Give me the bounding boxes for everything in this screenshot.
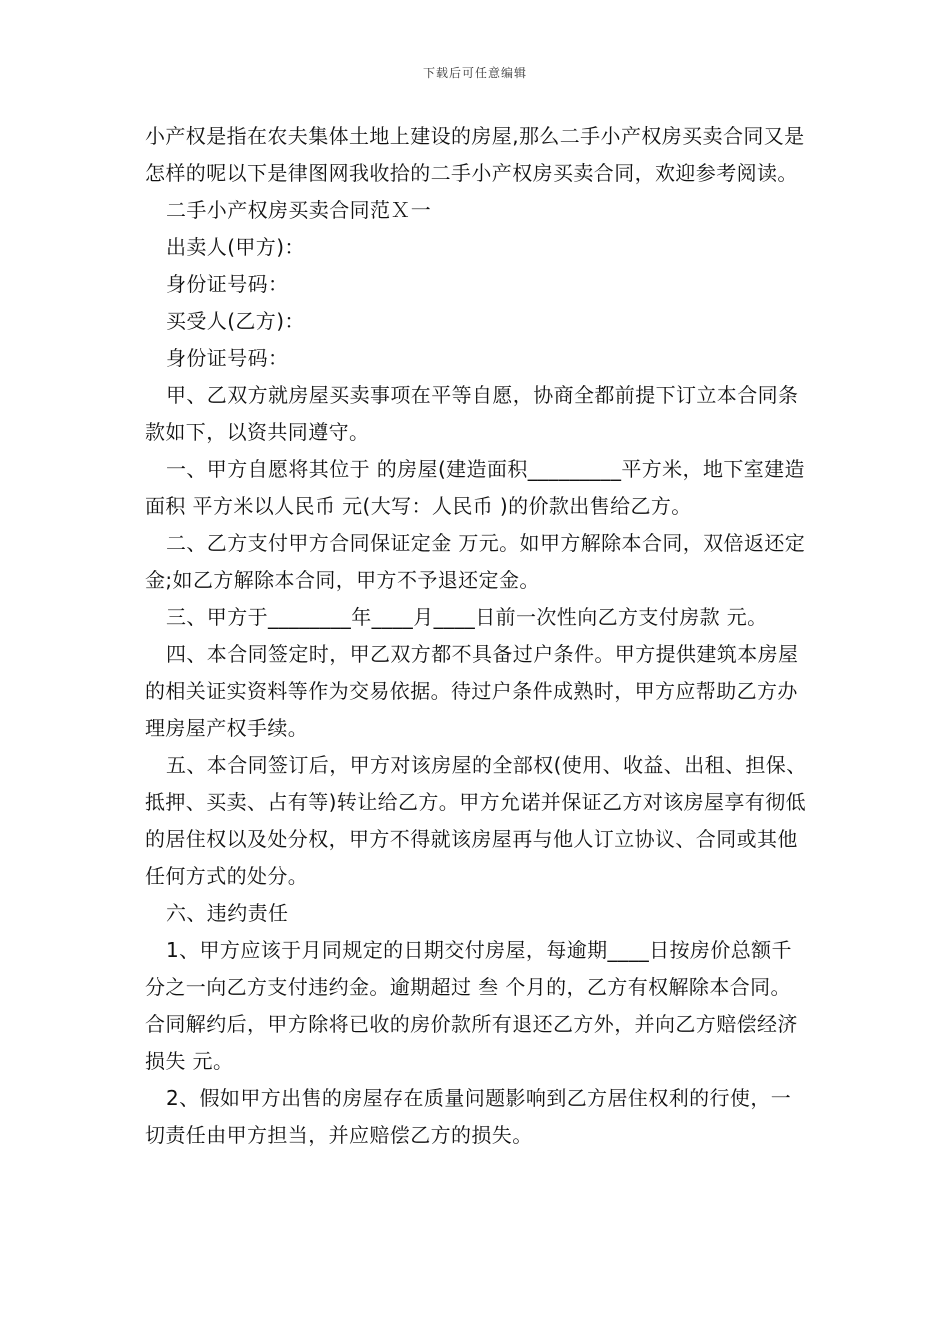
document-body (145, 118, 810, 1154)
clause-2: 二、乙方支付甲方合同保证定金 万元。如甲方解除本合同，双倍返还定金;如乙方解除本合同，甲方不予退还定金。 (145, 531, 806, 592)
contract-title: 二手小产权房买卖合同范Ｘ一 (166, 198, 432, 222)
seller-line: 出卖人(甲方)： (166, 235, 305, 259)
seller-id-line: 身份证号码： (166, 272, 289, 296)
page-header: 下载后可任意编辑 (422, 66, 527, 80)
preamble-paragraph: 甲、乙双方就房屋买卖事项在平等自愿，协商全都前提下订立本合同条款如下，以资共同遵守。 (145, 383, 799, 444)
clause-6-item-2: 2、假如甲方出售的房屋存在质量问题影响到乙方居住权利的行使，一切责任由甲方担当，并应赔偿乙方的损失。 (145, 1086, 792, 1147)
clause-1: 一、甲方自愿将其位于 的房屋(建造面积_________平方米，地下室建造面积 平方米以人民币 元(大写：人民币 )的价款出售给乙方。 (145, 457, 805, 518)
clause-5: 五、本合同签订后，甲方对该房屋的全部权(使用、收益、出租、担保、抵押、买卖、占有等)转让给乙方。甲方允诺并保证乙方对该房屋享有彻低的居住权以及处分权，甲方不得就该房屋再与他人订立协议、合同或其他任何方式的处分。 (145, 753, 807, 888)
clause-6-heading: 六、违约责任 (166, 901, 289, 925)
clause-6-item-1: 1、甲方应该于月同规定的日期交付房屋，每逾期____日按房价总额千分之一向乙方支付违约金。逾期超过 叁 个月的，乙方有权解除本合同。合同解约后，甲方除将已收的房价款所有退还乙方外，并向乙方赔偿经济损失 元。 (145, 938, 798, 1073)
clause-4: 四、本合同签定时，甲乙双方都不具备过户条件。甲方提供建筑本房屋的相关证实资料等作为交易依据。待过户条件成熟时，甲方应帮助乙方办理房屋产权手续。 (145, 642, 799, 740)
intro-paragraph: 小产权是指在农夫集体土地上建设的房屋,那么二手小产权房买卖合同又是怎样的呢以下是律图网我收拾的二手小产权房买卖合同，欢迎参考阅读。 (145, 124, 805, 185)
buyer-id-line: 身份证号码： (166, 346, 289, 370)
buyer-line: 买受人(乙方)： (166, 309, 305, 333)
clause-3: 三、甲方于________年____月____日前一次性向乙方支付房款 元。 (166, 605, 768, 629)
